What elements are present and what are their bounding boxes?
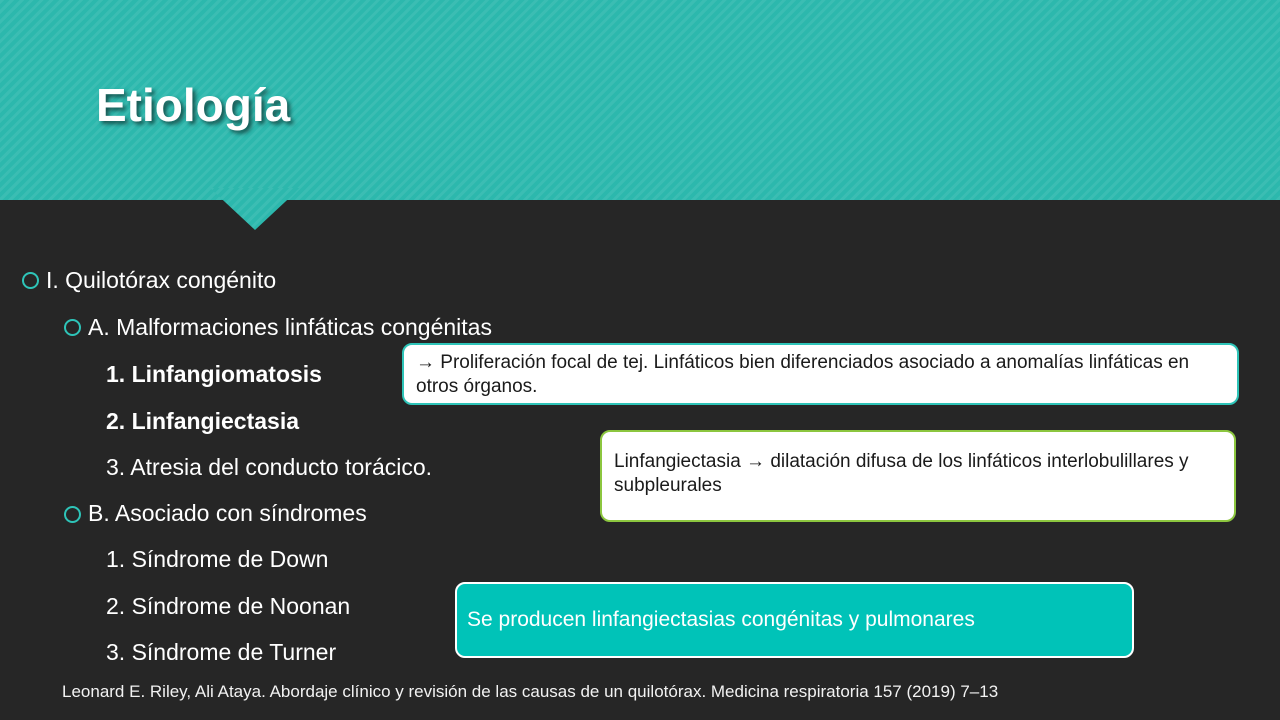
outline-item-atresia: 3. Atresia del conducto torácico. xyxy=(106,454,433,480)
circle-bullet-icon xyxy=(22,272,39,289)
outline-level1-congenital-chylothorax: I. Quilotórax congénito xyxy=(46,267,277,293)
circle-bullet-icon xyxy=(64,319,81,336)
outline-item-lymphatic-malformations: A. Malformaciones linfáticas congénitas xyxy=(88,314,492,340)
circle-bullet-icon xyxy=(64,506,81,523)
outline-item-linfangiectasia: 2. Linfangiectasia xyxy=(106,408,300,434)
title-banner-notch xyxy=(210,188,300,230)
callout-linfangiectasia: Linfangiectasia → dilatación difusa de los linfáticos interlobulillares y subpleurales xyxy=(600,430,1236,522)
reference-citation: Leonard E. Riley, Ali Ataya. Abordaje clínico y revisión de las causas de un quilotórax. Medicina respiratoria 157 (2019) 7–13 xyxy=(62,682,999,701)
slide-title: Etiología xyxy=(96,79,291,131)
outline-item-turner-syndrome: 3. Síndrome de Turner xyxy=(106,639,337,665)
callout-linfangiomatosis: → Proliferación focal de tej. Linfáticos bien diferenciados asociado a anomalías linfáticas en otros órganos. xyxy=(402,343,1239,405)
outline-item-syndromes: B. Asociado con síndromes xyxy=(88,500,367,526)
callout-syndromes: Se producen linfangiectasias congénitas y pulmonares xyxy=(455,582,1134,658)
outline-item-noonan-syndrome: 2. Síndrome de Noonan xyxy=(106,593,351,619)
outline-item-linfangiomatosis: 1. Linfangiomatosis xyxy=(106,361,322,387)
outline-item-down-syndrome: 1. Síndrome de Down xyxy=(106,546,329,572)
